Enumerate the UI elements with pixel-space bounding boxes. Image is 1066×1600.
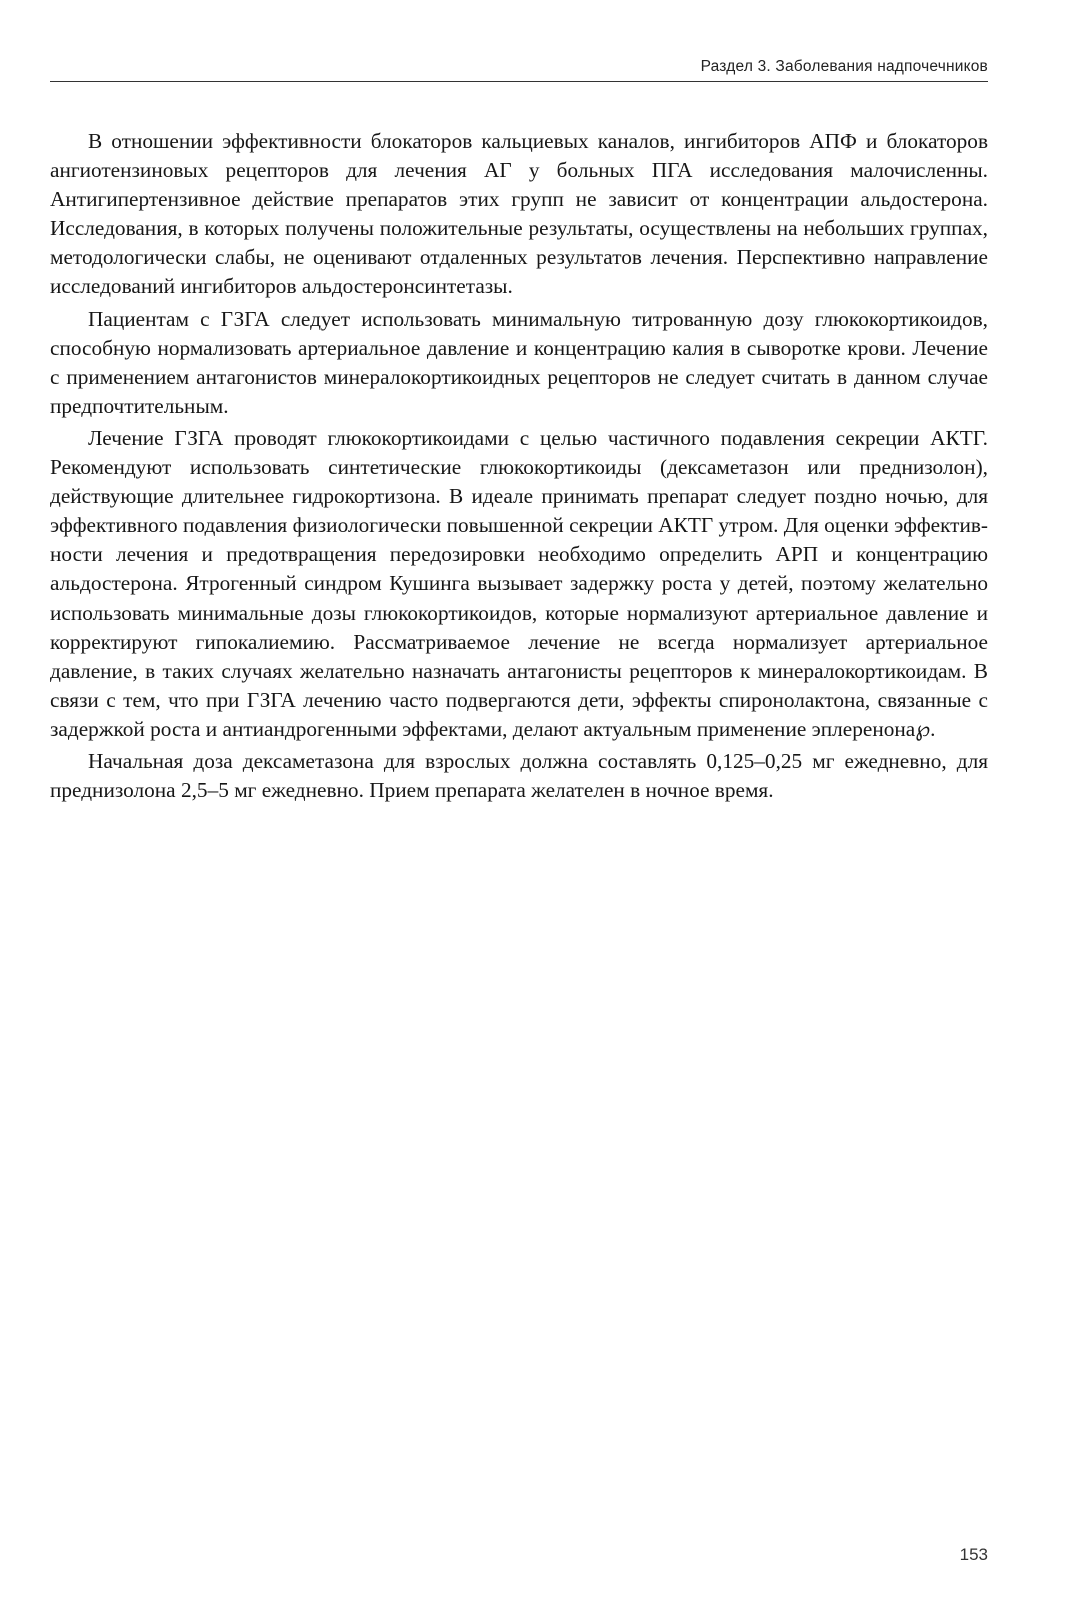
paragraph-initial-dose: Начальная доза дексаметазона для взрослых должна составлять 0,125–0,25 мг ежедневно, для преднизолона 2,5–5 мг ежедневно. Прием препарата желателен в ночное время. [50, 748, 988, 803]
paragraph-gzga-treatment: Лечение ГЗГА проводят глюкокортикоидами с целью частичного подавления секреции АКТГ. Рекомендуют использовать синтетические глюкокортикоиды (дексаметазон или преднизолон), действующие длительнее гидрокортизона. В идеале принимать препарат следует поздно ночью, для эффективного подавления физиологически повышенной секреции АКТГ утром. Для оценки эффективности лечения и предотвращения передозировки необходимо определить АРП и концентрацию альдостерона. Ятрогенный синдром Кушинга вызывает задержку роста у детей, поэтому желательно использовать минимальные дозы глюкокортикоидов, которые нормализуют артериальное давление и корректируют гипокалиемию. Рассматриваемое лечение не всегда нормализует артериальное давление, в таких случаях желательно назначать антагонисты рецепторов к минералокортикоидам. В связи с тем, что при ГЗГА лечению часто подвергаются дети, эффекты спиронолактона, связанные с задержкой роста и антиандрогенными эффектами, делают актуальным применение эплеренона℘. [50, 425, 988, 741]
body-text [50, 127, 988, 805]
paragraph-calcium-blockers: В отношении эффективности блокаторов кальциевых каналов, ингибиторов АПФ и блокаторов ангиотензиновых рецепторов для лечения АГ у больных ПГА исследования малочисленны. Антигипертензивное действие препаратов этих групп не зависит от концентрации альдостерона. Исследования, в которых получены положительные результаты, осуществлены на небольших группах, методологически слабы, не оценивают отдаленных результатов лечения. Перспективно направление исследований ингибиторов альдостеронсинтетазы. [50, 129, 988, 299]
running-header: Раздел 3. Заболевания надпочечников [700, 58, 988, 75]
paragraph-gzga-patients: Пациентам с ГЗГА следует использовать минимальную титрованную дозу глюкокортикоидов, способную нормализовать артериальное давление и концентрацию калия в сыворотке крови. Лечение с применением антагонистов минералокортикоидных рецепторов не следует считать в данном случае предпочтительным. [50, 306, 988, 418]
page-number: 153 [959, 1545, 988, 1564]
header-divider [50, 81, 988, 82]
